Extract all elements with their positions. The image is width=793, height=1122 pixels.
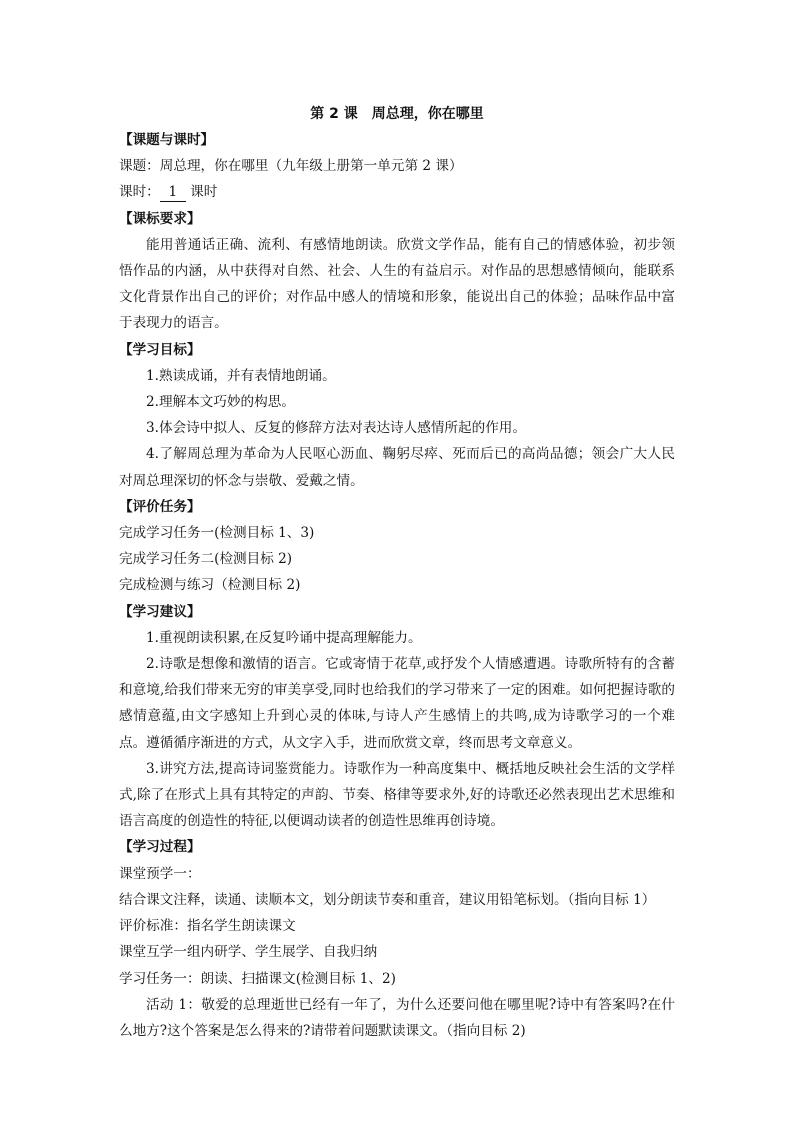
document-body [119,101,675,1044]
process-line: 学习任务一：朗读、扫描课文(检测目标 1、2) [119,970,396,987]
hours-value: 1 [160,183,186,202]
advice-item: 2.诗歌是想像和激情的语言。它或寄情于花草,或抒发个人情感遭遇。诗歌所特有的含蓄和意境,给我们带来无穷的审美享受,同时也给我们的学习带来了一定的困难。如何把握诗歌的感情意蕴,由文字感知上升到心灵的体味,与诗人产生感情上的共鸣,成为诗歌学习的一个难点。遵循循序渐进的方式，从文字入手，进而欣赏文章，终而思考文章意义。 [119,656,675,751]
evaluation-item: 完成学习任务二(检测目标 2) [119,551,293,568]
hours-prefix: 课时： [119,184,160,201]
activity-paragraph: 活动 1：敬爱的总理逝世已经有一年了，为什么还要问他在哪里呢?诗中有答案吗?在什么地方?这个答案是怎么得来的?请带着问题默读课文。（指向目标 2) [119,996,675,1039]
goal-item: 1.熟读成诵，并有表情地朗诵。 [146,367,336,384]
hours-suffix: 课时 [185,184,218,201]
goal-item: 3.体会诗中拟人、反复的修辞方法对表达诗人感情所起的作用。 [146,420,526,437]
process-line: 结合课文注释，读通、读顺本文，划分朗读节奏和重音，建议用铅笔标划。（指向目标 1） [119,891,656,908]
process-line: 评价标准：指名学生朗读课文 [119,918,296,935]
heading-curriculum-standard: 【课标要求】 [119,210,201,227]
evaluation-item: 完成检测与练习（检测目标 2) [119,577,301,594]
advice-item: 1.重视朗读积累,在反复吟诵中提高理解能力。 [146,629,422,646]
hours-line [119,179,675,205]
goal-item: 4.了解周总理为革命为人民呕心沥血、鞠躬尽瘁、死而后已的高尚品德；领会广大人民对周总理深切的怀念与崇敬、爱戴之情。 [119,446,675,489]
evaluation-item: 完成学习任务一(检测目标 1、3) [119,525,315,542]
heading-learning-advice: 【学习建议】 [119,603,201,620]
heading-learning-goals: 【学习目标】 [119,341,201,358]
topic-line: 课题：周总理，你在哪里（九年级上册第一单元第 2 课） [119,158,463,175]
process-line: 课堂互学一组内研学、学生展学、自我归纳 [119,944,378,961]
heading-learning-process: 【学习过程】 [119,839,201,856]
process-line: 课堂预学一： [119,865,201,882]
lesson-title: 第 2 课 周总理，你在哪里 [310,106,484,122]
heading-topic-hours: 【课题与课时】 [119,132,215,148]
goal-item: 2.理解本文巧妙的构思。 [146,394,295,411]
curriculum-standard-paragraph: 能用普通话正确、流利、有感情地朗读。欣赏文学作品，能有自己的情感体验，初步领悟作品的内涵，从中获得对自然、社会、人生的有益启示。对作品的思想感情倾向，能联系文化背景作出自己的评价；对作品中感人的情境和形象，能说出自己的体验；品味作品中富于表现力的语言。 [119,236,675,332]
advice-item: 3.讲究方法,提高诗词鉴赏能力。诗歌作为一种高度集中、概括地反映社会生活的文学样式,除了在形式上具有其特定的声韵、节奏、格律等要求外,好的诗歌还必然表现出艺术思维和语言高度的创造性的特征,以便调动读者的创造性思维再创诗境。 [119,760,675,830]
heading-evaluation-tasks: 【评价任务】 [119,498,201,515]
